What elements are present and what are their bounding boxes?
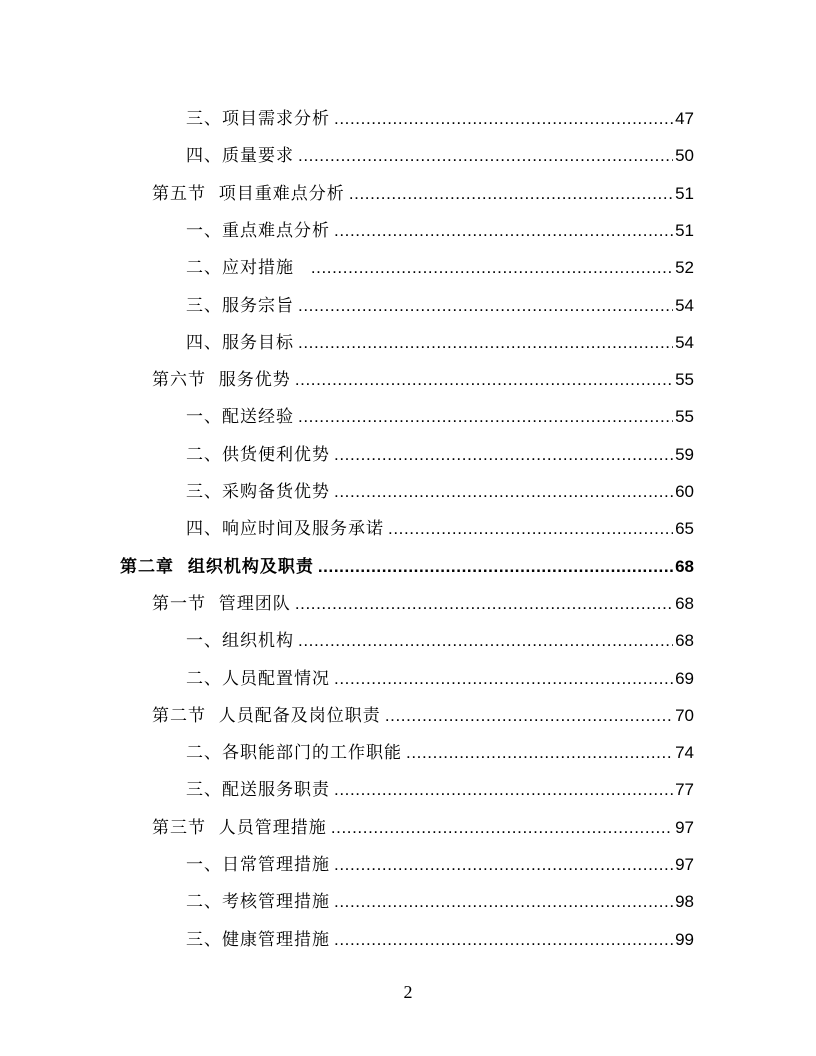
toc-entry-page-number: 60 — [675, 482, 694, 501]
toc-subsection-entry[interactable] — [186, 738, 694, 768]
toc-entry-page-number: 74 — [675, 743, 694, 763]
dot-leader — [318, 552, 673, 582]
toc-entry-page-number: 47 — [675, 109, 694, 128]
toc-subsection-entry[interactable] — [186, 291, 694, 321]
toc-subsection-entry[interactable] — [186, 887, 694, 917]
toc-section-entry[interactable] — [152, 813, 694, 843]
toc-entry-page-number: 59 — [675, 444, 694, 464]
toc-entry-page-number: 99 — [675, 929, 694, 949]
toc-entry-label: 四、质量要求 — [186, 146, 294, 167]
toc-subsection-entry[interactable] — [186, 626, 694, 656]
dot-leader — [331, 813, 673, 843]
toc-subsection-entry[interactable] — [186, 440, 694, 470]
toc-entry-page-number: 98 — [675, 892, 694, 912]
toc-entry-label: 第一节 管理团队 — [152, 593, 291, 614]
toc-entry-page-number: 65 — [675, 519, 694, 539]
dot-leader — [298, 291, 673, 321]
dot-leader — [298, 328, 673, 358]
toc-entry-label: 三、采购备货优势 — [186, 482, 330, 502]
dot-leader — [298, 626, 673, 656]
toc-subsection-entry[interactable] — [186, 664, 694, 694]
toc-entry-label: 第六节 服务优势 — [152, 370, 291, 391]
toc-subsection-entry[interactable] — [186, 216, 694, 246]
toc-subsection-entry[interactable] — [186, 328, 694, 358]
toc-subsection-entry[interactable] — [186, 402, 694, 432]
dot-leader — [295, 365, 673, 395]
dot-leader — [298, 402, 673, 432]
toc-entry-label: 第二章 组织机构及职责 — [120, 556, 314, 577]
dot-leader — [334, 477, 673, 507]
toc-chapter-entry[interactable] — [120, 552, 694, 582]
toc-entry-page-number: 54 — [675, 295, 694, 315]
toc-entry-page-number: 68 — [675, 631, 694, 651]
toc-entry-page-number: 55 — [675, 407, 694, 427]
dot-leader — [349, 179, 673, 209]
toc-entry-label: 二、供货便利优势 — [186, 444, 330, 465]
dot-leader — [334, 216, 673, 246]
toc-entry-page-number: 69 — [675, 668, 694, 688]
toc-entry-page-number: 50 — [675, 146, 694, 166]
toc-entry-page-number: 51 — [675, 220, 694, 240]
toc-entry-page-number: 97 — [675, 817, 694, 837]
toc-entry-label: 一、重点难点分析 — [186, 220, 330, 241]
toc-entry-page-number: 77 — [675, 780, 694, 800]
toc-entry-page-number: 52 — [675, 258, 694, 278]
toc-entry-page-number: 68 — [675, 556, 694, 576]
toc-entry-label: 二、考核管理措施 — [186, 892, 330, 913]
toc-subsection-entry[interactable] — [186, 514, 694, 544]
dot-leader — [388, 514, 673, 544]
dot-leader — [334, 775, 673, 805]
toc-entry-label: 四、服务目标 — [186, 332, 294, 353]
toc-subsection-entry[interactable] — [186, 850, 694, 880]
toc-entry-label: 三、健康管理措施 — [186, 929, 330, 950]
toc-section-entry[interactable] — [152, 589, 694, 619]
toc-entry-page-number: 97 — [675, 855, 694, 874]
dot-leader — [406, 738, 673, 768]
toc-entry-label: 三、配送服务职责 — [186, 780, 330, 801]
toc-subsection-entry[interactable] — [186, 477, 694, 507]
toc-section-entry[interactable] — [152, 365, 694, 395]
toc-entry-page-number: 54 — [675, 332, 694, 352]
toc-entry-label: 二、人员配置情况 — [186, 668, 330, 689]
dot-leader — [334, 925, 673, 955]
toc-entry-label: 四、响应时间及服务承诺 — [186, 519, 384, 540]
toc-entry-page-number: 68 — [675, 593, 694, 613]
toc-entry-label: 二、应对措施 — [186, 258, 307, 279]
toc-entry-label: 第三节 人员管理措施 — [152, 817, 327, 838]
toc-entry-label: 三、服务宗旨 — [186, 295, 294, 316]
dot-leader — [334, 440, 673, 470]
dot-leader — [334, 850, 673, 880]
page-number: 2 — [403, 982, 413, 1002]
toc-entry-page-number: 55 — [675, 370, 694, 390]
toc-entry-label: 第五节 项目重难点分析 — [152, 183, 345, 204]
toc-subsection-entry[interactable] — [186, 104, 694, 134]
dot-leader — [311, 253, 673, 283]
dot-leader — [334, 664, 673, 694]
toc-entry-label: 三、项目需求分析 — [186, 109, 330, 129]
toc-section-entry[interactable] — [152, 179, 694, 209]
toc-entry-label: 一、日常管理措施 — [186, 855, 330, 875]
toc-section-entry[interactable] — [152, 701, 694, 731]
dot-leader — [334, 887, 673, 917]
toc-entry-label: 二、各职能部门的工作职能 — [186, 743, 402, 764]
dot-leader — [295, 589, 673, 619]
toc-subsection-entry[interactable] — [186, 253, 694, 283]
dot-leader — [334, 104, 673, 134]
toc-entry-label: 一、配送经验 — [186, 407, 294, 428]
toc-entry-label: 一、组织机构 — [186, 631, 294, 652]
toc-entry-page-number: 70 — [675, 705, 694, 725]
dot-leader — [385, 701, 673, 731]
toc-subsection-entry[interactable] — [186, 775, 694, 805]
toc-entry-label: 第二节 人员配备及岗位职责 — [152, 705, 381, 726]
toc-subsection-entry[interactable] — [186, 925, 694, 955]
dot-leader — [298, 141, 673, 171]
toc-subsection-entry[interactable] — [186, 141, 694, 171]
toc-entry-page-number: 51 — [675, 183, 694, 203]
